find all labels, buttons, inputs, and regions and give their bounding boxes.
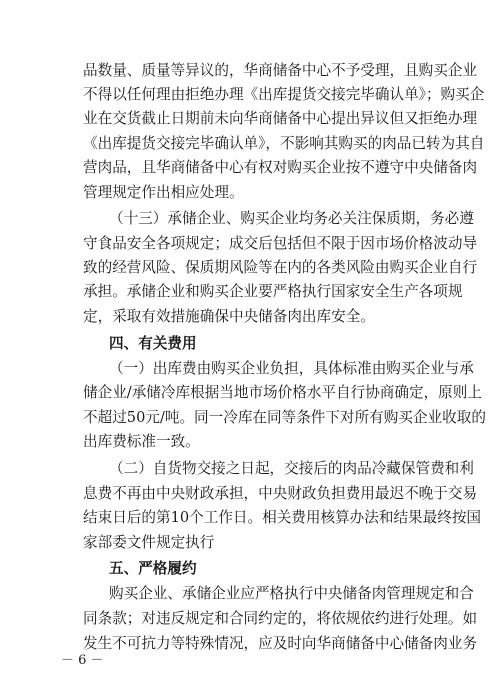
- text-line: （十三）承储企业、购买企业均务必关注保质期，务必遵: [109, 210, 474, 227]
- text-line: （二）自货物交接之日起，交接后的肉品冷藏保管费和利: [109, 460, 474, 477]
- text-line: 结束日后的第10个工作日。相关费用核算办法和结果最终按国: [83, 509, 482, 526]
- text-line: 致的经营风险、保质期风险等在内的各类风险由购买企业自行: [83, 259, 478, 276]
- section-heading: 四、有关费用: [109, 335, 197, 352]
- text-line: 发生不可抗力等特殊情况，应及时向华商储备中心储备肉业务: [83, 635, 478, 652]
- text-line: 管理规定作出相应处理。: [83, 184, 244, 201]
- text-line: 同条款；对违反规定和合同约定的，将依规依约进行处理。如: [83, 610, 478, 627]
- text-line: 家部委文件规定执行: [83, 534, 215, 551]
- text-line: 息费不再由中央财政承担，中央财政负担费用最迟不晚于交易: [83, 485, 478, 502]
- text-line: 守食品安全各项规定；成交后包括但不限于因市场价格波动导: [83, 235, 478, 252]
- text-line: 不超过50元/吨。同一冷库在同等条件下对所有购买企业收取的: [83, 409, 486, 426]
- text-line: 定，采取有效措施确保中央储备肉出库安全。: [83, 308, 375, 325]
- text-line: 《出库提货交接完毕确认单》，不影响其购买的肉品已转为其自: [83, 135, 485, 152]
- text-line: 营肉品，且华商储备中心有权对购买企业按不遵守中央储备肉: [83, 159, 478, 176]
- text-line: （一）出库费由购买企业负担，具体标准由购买企业与承: [109, 360, 474, 377]
- section-heading: 五、严格履约: [109, 560, 197, 577]
- text-line: 储企业/承储冷库根据当地市场价格水平自行协商确定，原则上: [83, 384, 482, 401]
- text-line: 品数量、质量等异议的，华商储备中心不予受理，且购买企业: [83, 62, 478, 79]
- text-line: 购买企业、承储企业应严格执行中央储备肉管理规定和合: [109, 585, 474, 602]
- text-line: 出库费标准一致。: [83, 433, 200, 450]
- page-number: － 6 －: [61, 653, 104, 668]
- text-line: 承担。承储企业和购买企业要严格执行国家安全生产各项规: [83, 283, 463, 300]
- text-line: 不得以任何理由拒绝办理《出库提货交接完毕确认单》；购买企: [83, 86, 485, 103]
- text-line: 业在交货截止日期前未向华商储备中心提出异议但又拒绝办理: [83, 110, 478, 127]
